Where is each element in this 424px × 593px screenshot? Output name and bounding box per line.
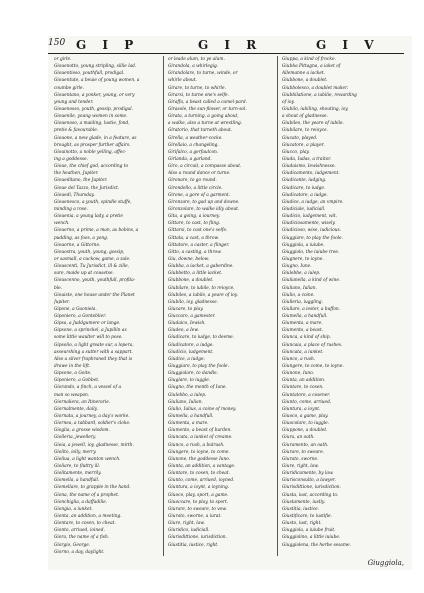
entry-line: Giraffa, a beast called a camel-pard. [168,99,248,105]
entry-line: Giu, downe, below. [168,256,210,262]
entry-line: Giuocolare, to iuggle. [282,421,330,427]
entry-line: Giouinotto, a noble yelling, affec- [54,149,127,155]
entry-line: Giouenesco, a youth, spindle stuffe, [54,199,132,205]
entry-line: Gipsone, a Goite. [54,371,92,377]
entry-line: Giudicante, iudging. [282,178,327,184]
entry-line: Gioue, the chief god, according to [54,164,129,170]
entry-line: Gioliua, a light wanton wench. [54,456,121,462]
entry-line: Gionto, arriued, ioined. [54,528,105,534]
entry-line: Girasole, the sun-flower, or turn-sol. [168,106,247,112]
entry-line: Giunone, the goddesse Iuno. [168,456,231,462]
entry-line: Giudiciosamente, wisely. [282,221,336,227]
entry-line: Giouenia, a young lady, a pretie [54,214,123,220]
entry-line: Giuncaia, a place of rushes. [282,342,343,348]
entry-line: Giuoccare, to play, to sport. [168,499,229,505]
entry-line: Giumenta, a mare. [168,421,209,427]
entry-line: Giuridico, iudiciall. [168,528,210,534]
entry-line: Giungere, to ioyne, to come. [168,449,230,455]
entry-line: Giuoco, a game, play. [282,414,329,420]
entry-line: Giulleria, iuggling. [282,299,323,305]
entry-line: Giungere, to come, to ioyne. [282,364,344,370]
entry-line: Giubbolesco, a doublet maker. [282,85,349,91]
entry-line: Gionta, an addition, a meeting. [54,514,122,519]
entry-line: Giunto, come, arriued. [282,399,332,405]
entry-line: Giubileo, the yeare of iubile. [282,121,344,127]
header-rule [48,53,404,54]
entry-line: Allemanne a iacket. [282,71,325,77]
entry-line: Giouenile, young women in some. [54,114,128,120]
entry-line: Giouone, a new glade, in a feature, as [54,135,137,141]
entry-line: Giunta, an addition, a vantage. [168,464,236,470]
entry-line: Giponiero, a Gonteblier. [54,314,107,320]
entry-line: Giuggiolena, the herbe sesame. [282,542,351,548]
entry-line: Giouscenno, youth, youthfull, profita- [54,278,136,284]
entry-line: Giugnere, to ioyne. [282,256,324,262]
entry-line: Giouedi, Thursday. [54,192,95,198]
entry-line: Gioueditano, the Jupiter. [54,178,108,184]
entry-line: Giubbone, a doublet. [282,78,328,84]
entry-line: Giustitia, iustice. [282,506,320,512]
column-head-3: G I V [316,38,380,52]
entry-line: Giumento, a beast of burden. [168,428,232,434]
entry-line: young and tender. [54,99,94,105]
entry-line: Giudaico, Iewish. [168,321,206,327]
entry-line: Giubilare, to iubile, to reioyce. [168,285,235,291]
entry-line: Giuliano, Iulian. [282,285,317,291]
entry-line: Girandola, a whirlegig. [168,64,219,70]
entry-line: Giontare, to cosen, to cheat. [54,521,116,527]
entry-line: Giudicio, iudgement, wit. [282,214,337,220]
entry-line: Also a silver fraphraned they that is [54,356,133,362]
entry-line: Giuoco, play, sport, a game. [168,492,229,498]
entry-line: Giucatore, a player. [282,142,325,148]
entry-line: Giucare, to play. [168,306,204,312]
entry-line: Giudicatore, a iudge. [282,192,328,198]
entry-line: Giuggiare, to play the foole. [168,364,229,370]
entry-line: Giudiciale, iudiciall. [282,206,326,212]
entry-line: a walke, also a turne at wrestling. [168,121,243,127]
entry-line: Giunto, come, arriued, ioyned. [168,478,235,484]
entry-line: Giumento, a beast. [282,328,324,334]
entry-line: Giubba Pittagna, a iaket of [282,64,341,70]
entry-line: Giurisdittione, iurisdiction. [282,485,341,491]
entry-line: Giouorne, a Gittorne. [54,242,101,248]
entry-line: Giudaismo, Iewishnesse. [282,164,336,170]
entry-line: Giurare, to sweare. [282,449,325,455]
entry-line: Also a round dance or turne. [168,171,231,177]
entry-line: Gittata, a cast, a throw. [168,235,219,241]
entry-line: Giornea, a tabbard, soldier's cloke. [54,421,131,427]
entry-line: Giulio, a coine. [282,292,315,298]
entry-line: Giomella, a handfull. [54,478,100,484]
entry-line: Giuggiolino, a little iuiube. [282,535,341,541]
entry-line: Giuglare, to iuggle. [168,378,211,384]
entry-line: Giustitia, iustice, right. [168,542,219,548]
entry-line: Girarsi, to turne one's selfe. [168,92,229,98]
entry-line: Giubilo, iubiling, shouting, ioy, [282,106,349,112]
entry-line: Giullare, a iester, a buffon. [282,306,341,312]
entry-line: Giurare, to sweare, to vow. [168,506,227,512]
entry-line: Giorno, a day, daylight. [54,549,105,555]
entry-line: Giubbone, a doublet. [168,278,214,284]
entry-line: Giubbetto, a little iacket. [168,271,223,277]
entry-line: Gipone, a Gaoniela. [54,306,97,312]
entry-line: Giunco, a rush, a bulrush. [168,442,225,448]
entry-line: Giouenotto, young stripling, sillie lad. [54,64,137,70]
entry-line: Giusta, iust, according to. [282,492,339,498]
entry-line: Giucato, played. [282,135,318,141]
entry-line: coumbe girle. [54,85,84,91]
entry-line: Jupiter. [54,299,70,305]
entry-line: Giratorio, that turneth about. [168,128,233,134]
entry-line: Gittarsi, to cast one's selfe. [168,228,228,234]
entry-line: Giuntare, to cosen. [282,385,324,391]
entry-line: Giucco, play. [282,149,310,155]
entry-line: Giubilare, to reioyce. [282,128,328,134]
entry-line: Giunone, Iuno. [282,371,315,377]
entry-line: Giusto, iust, right. [282,521,322,527]
column-head-2: G I R [198,38,263,52]
entry-line: Giurato, sworne. [282,456,319,462]
entry-line: Giouenosso, youth, gossip, prodigal. [54,106,133,112]
entry-line: Giubilo, ioy, gladnesse. [168,299,219,305]
entry-line: Giure, right, law. [282,464,319,470]
entry-line: Giuramento, an oath. [282,442,329,448]
entry-line: Giuncata, a iunket. [282,349,324,355]
entry-line: Girellaio, a changeling. [168,142,219,148]
entry-line: Giudicamento, iudgement. [282,171,340,177]
entry-line: Giura, an oath. [282,435,315,441]
entry-line: Giornaliera, an Itinerarie. [54,399,111,405]
entry-line: Giunta, an addition. [282,378,326,384]
entry-line: Gipsolio, a light greate sur, a lopera, [54,342,134,348]
entry-line: Giuntare, to cosen, to cheat. [168,471,230,477]
entry-line: Girone, a gore of a garment. [168,192,231,198]
column-1 [54,56,158,556]
entry-line: Giudice, a iudge. [168,356,205,362]
entry-line: Giubileo, a iubile, a yeare of ioy. [168,292,238,298]
entry-line: Girondello, a little circle. [168,185,223,191]
entry-line: a shout of gladnesse. [282,114,328,120]
entry-line: Giuggiola, a iuiube fruit. [282,528,336,534]
entry-line: Giudicio, iudgement. [168,349,214,355]
entry-line: Giuntura, a ioynt, a ioyning. [168,485,230,491]
entry-line: Giustamente, iustly. [282,499,326,505]
entry-line: Giudice, a iudge, an vmpire. [282,199,344,205]
entry-line: Gionchiglia, a daffadilie. [54,499,108,505]
entry-line: Gitto, a casting, a throw. [168,249,222,255]
entry-line: Giuridicamente, by law. [282,471,334,477]
entry-line: Giro, a circuit, a compasse about. [168,164,242,170]
entry-line: Giure, right, law. [168,521,205,527]
entry-line: Girlanda, a garland. [168,156,212,162]
entry-line: Giustificare, to iustifie. [282,514,332,519]
entry-line: asseurshing a sutter with a sappart. [54,349,133,355]
entry-line: Giouentute, a beuie of young women, a [54,78,140,84]
entry-line: Girella, a weather-cocke. [168,135,223,141]
entry-line: Giumella, a handfull. [282,314,328,320]
entry-line: Giulebbe, a iulep. [282,271,321,277]
entry-line: Giumella, a handfull. [168,414,214,420]
entry-line: pretie & favourable. [54,128,99,134]
entry-line: Giuggiolo, the iuiube tree. [282,249,340,255]
entry-line: sure, maide up at cousetse. [54,271,114,277]
entry-line: ing a goddesse. [54,156,88,162]
entry-line: Giouentioso, youthfull, prodigal. [54,71,125,77]
entry-line: Giuntatore, a cosener. [282,392,331,398]
entry-line: Gioia, a jewell, ioy, gladnesse, mirth. [54,442,134,448]
entry-line: Giorando, a finch, a vessel of a [54,385,122,391]
column-head-1: G I P [76,38,140,52]
entry-line: Giuppone, a doublet. [282,428,328,434]
entry-line: Giudicare, to iudge. [282,185,326,191]
entry-line: Giugno, the month of Iune. [168,385,227,391]
entry-line: Giuncata, a iunket of creame. [168,435,233,441]
entry-line: pudding, as foes, a yong. [54,235,109,241]
entry-line: Girare, to turne, to whirle. [168,85,226,91]
entry-line: Giuggiolare, to dandle. [168,371,219,377]
page-header [48,38,412,52]
entry-line: Gittatore, a caster, a flinger. [168,242,230,248]
entry-line: Giora, the name of a fish. [54,535,110,541]
entry-line: Giolito, iolly, merry. [54,449,97,455]
entry-line: or sasmall, a cuckow, game, a zale. [54,256,131,262]
entry-line: Giuggiare, to play the foole. [282,235,343,241]
entry-line: minding a rose. [54,206,88,212]
entry-line: Giouerno, a prime, a man, as bobins, a [54,228,139,234]
entry-line: Giunco, a rush. [282,356,316,362]
entry-line: Giudicare, to iudge, to deeme. [168,335,235,341]
page-number: 150 [48,38,66,48]
entry-line: Giunca, a kind of ship. [282,335,331,341]
entry-line: Giuliano, Iulian. [168,399,203,405]
entry-line: Giouscenti, Tu Jurisdict, ill & zille, [54,264,130,270]
entry-line: Giolleria, jewellery. [54,435,97,441]
entry-line: Giugno, Iune. [282,264,312,270]
entry-line: Giudicatore, a iudge. [168,342,214,348]
entry-line: Giouostra, youth, young, gossip, [54,249,125,255]
entry-line: Girifalco, a gerfaulcon. [168,149,219,155]
entry-line: Giuggiola, a iuiube. [282,242,325,248]
entry-line: Gironare, to go round. [168,178,217,184]
entry-line: some little waulter will to pose. [54,335,123,341]
entry-line: Gironzolare, to walke idly about. [168,206,240,212]
column-2 [168,56,272,556]
entry-line: Giudeo, a Iew. [168,328,199,334]
entry-line: of ioy. [282,99,295,105]
entry-line: Giorgio, George. [54,542,91,548]
entry-line: or girle. [54,57,72,62]
entry-line: Gipsone, a sprinckel, a Jupillin as [54,328,127,334]
entry-line: Giuda, Iudas, a traitor. [282,156,332,162]
entry-line: Giurato, sworne, a iurat. [168,514,222,519]
catchword: Giuggiola, [367,559,404,567]
entry-line: Giubba, a iacket, a gaberdine. [168,264,234,270]
entry-line: Giudicioso, wise, iudicious. [282,228,342,234]
entry-line: Giuccaro, a gamester. [168,314,216,320]
column-divider [163,56,164,556]
entry-line: Giona, the name of a prophet. [54,492,120,498]
entry-line: Gioliare, to fluttry ill. [54,464,101,470]
column-divider [277,56,278,556]
entry-line: Giornata, a journey, a day's worke. [54,414,130,420]
entry-line: drawe in the lift. [54,364,91,370]
entry-line: the heathen, Jupiter. [54,171,99,177]
entry-line: Giubbilatione, a iubilie, rewarding [282,92,357,98]
entry-line: whirle about. [168,78,197,84]
entry-line: Giouiste, one house under the Planet [54,292,135,298]
entry-line: ble. [54,285,63,291]
entry-line: Girandolare, to turne, winde, or [168,71,238,77]
entry-line: Giumenta, a mare. [282,321,323,327]
entry-line: Giulebbo, a iulep. [168,392,207,398]
entry-line: Giolitamente, merrily. [54,471,102,477]
entry-line: Giuntura, a ioynt. [282,406,321,412]
entry-line: Giulio, Iulius, a coine of money. [168,406,237,412]
entry-line: Giomellare, to grapple in the hand. [54,485,131,491]
entry-line: Giouentano, a yonker, young, or very [54,92,135,98]
entry-line: Gioue del Tazzo, the Jurisdict. [54,185,120,191]
entry-line: Gioglia, a grosse wisdom. [54,428,110,434]
entry-line: Gipsa, a Juddgumere or lange. [54,321,121,327]
entry-line: Giuppa, a kind of frocke. [282,57,336,62]
entry-line: Giponiero, a Gobbet. [54,378,100,384]
entry-line: or leade alum, to ye alum. [168,57,225,62]
column-3 [282,56,386,556]
entry-line: man so weapon. [54,392,90,398]
entry-line: Giulianella, a kind of wine. [282,278,341,284]
entry-line: Giongia, a iunket. [54,506,93,512]
entry-line: Giurisdittione, iurisdiction. [168,535,227,541]
entry-line: Gironzare, to gad up and downe. [168,199,240,205]
entry-line: Giurisconsulto, a lawyer. [282,478,336,484]
entry-line: Girata, a turning, a going about, [168,114,239,120]
entry-line: Giornalmente, daily. [54,406,98,412]
entry-line: wench. [54,221,70,227]
entry-line: Gittare, to cast, to fling. [168,221,221,227]
entry-line: brought, as prosper further affairs. [54,142,131,148]
entry-line: Gita, a going, a iourney. [168,214,220,220]
entry-line: Giouenoso, a maiding, lustie, fond, [54,121,130,127]
